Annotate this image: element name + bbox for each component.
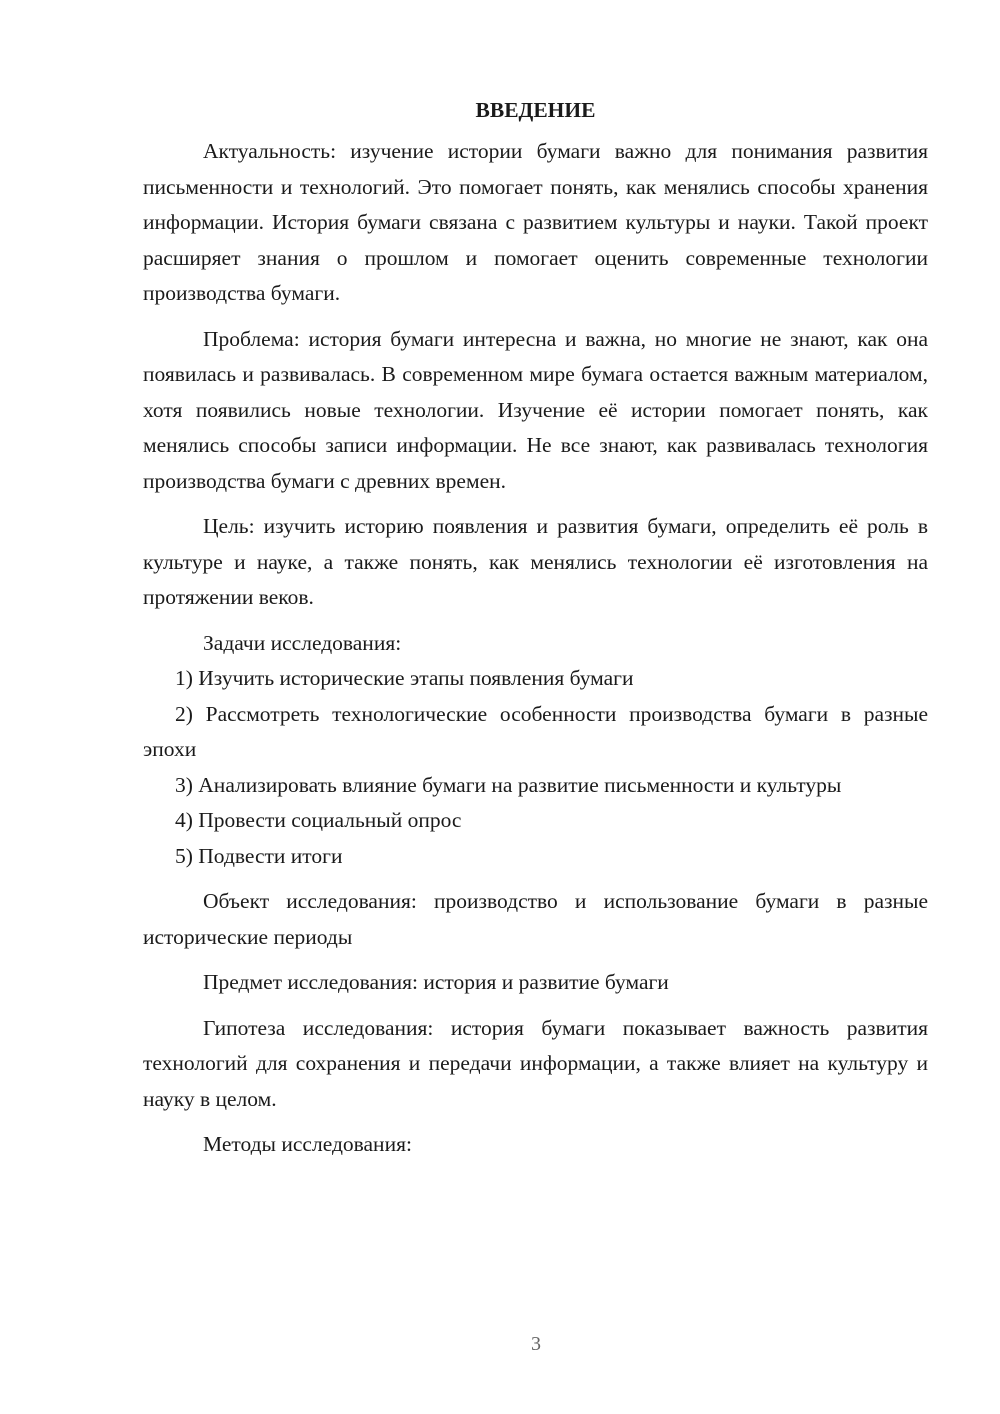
relevance-paragraph: Актуальность: изучение истории бумаги важно для понимания развития письменности и технологий. Это помогает понять, как менялись способы хранения информации. История бумаги связана с развитием культуры и науки. Такой проект расширяет знания о прошлом и помогает оценить современные технологии производства бумаги. [143,139,928,305]
task-item-4: 4) Провести социальный опрос [175,808,462,832]
task-item-3: 3) Анализировать влияние бумаги на развитие письменности и культуры [175,772,842,797]
methods-heading: Методы исследования: [203,1132,412,1156]
goal-paragraph: Цель: изучить историю появления и развития бумаги, определить её роль в культуре и науке, а также понять, как менялись технологии её изготовления на протяжении веков. [143,514,928,609]
subject-paragraph: Предмет исследования: история и развитие бумаги [203,970,669,994]
page-number: 3 [531,1333,541,1355]
task-item-5: 5) Подвести итоги [175,843,343,868]
page-content [143,96,928,1163]
hypothesis-paragraph: Гипотеза исследования: история бумаги показывает важность развития технологий для сохранения и передачи информации, а также влияет на культуру и науку в целом. [143,1015,928,1111]
problem-paragraph: Проблема: история бумаги интересна и важна, но многие не знают, как она появилась и развивалась. В современном мире бумага остается важным материалом, хотя появились новые технологии. Изучение её истории помогает понять, как менялись способы записи информации. Не все знают, как развивалась технология производства бумаги с древних времен. [143,326,928,493]
page-title: ВВЕДЕНИЕ [475,98,596,122]
task-item-1: 1) Изучить исторические этапы появления бумаги [175,666,634,690]
tasks-heading: Задачи исследования: [203,630,402,655]
object-paragraph: Объект исследования: производство и использование бумаги в разные исторические периоды [143,889,928,949]
task-item-2: 2) Рассмотреть технологические особенности производства бумаги в разные эпохи [143,701,928,761]
